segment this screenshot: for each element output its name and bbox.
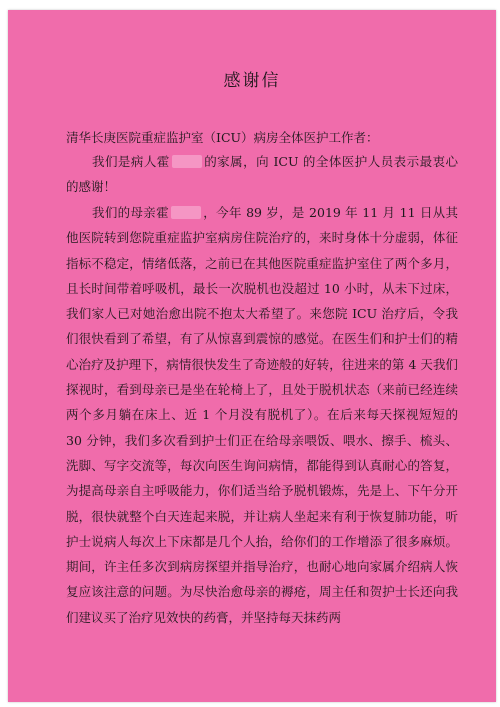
letter-paragraph-1 bbox=[66, 149, 458, 200]
redacted-name-mark bbox=[172, 155, 202, 168]
paragraph-1-text-b: 的家属，向 ICU 的全体医护人员表示最衷心的感谢！ bbox=[66, 154, 458, 195]
paragraph-2-text-a: 我们的母亲霍 bbox=[92, 205, 169, 220]
letter-salutation: 清华长庚医院重症监护室（ICU）病房全体医护工作者： bbox=[66, 130, 379, 145]
letter-page bbox=[8, 10, 496, 702]
paragraph-2-text-b: ，今年 89 岁，是 2019 年 11 月 11 日从其他医院转到您院重症监护室病房住院治疗的，来时身体十分虚弱，体征指标不稳定，情绪低落，之前已在其他医院重症监护室住了两个多月，且长时间带着呼吸机，最长一次脱机也没超过 10 小时，从未下过床，我们家人已对她治愈出院不抱太大希望了。来您院 ICU 治疗后，令我们很快看到了希望，有了从惊喜到震惊的感觉。在医生们和护士们的精心治疗及护理下，病情很快发生了奇迹般的好转，往进来的第 4 天我们探视时，看到母亲已是坐在轮椅上了，且处于脱机状态（来前已经连续两个多月躺在床上、近 1 个月没有脱机了）。在后来每天探视短短的 30 分钟，我们多次看到护士们正在给母亲喂饭、喂水、擦手、梳头、洗脚、写字交流等，每次向医生询问病情，都能得到认真耐心的答复，为提高母亲自主呼吸能力，你们适当给予脱机锻炼，先是上、下午分开脱，很快就整个白天连起来脱，并让病人坐起来有利于恢复肺功能，听护士说病人每次上下床都是几个人抬，给你们的工作增添了很多麻烦。期间，许主任多次到病房探望并指导治疗，也耐心地向家属介绍病人恢复应该注意的问题。为尽快治愈母亲的褥疮，周主任和贺护士长还向我们建议买了治疗见效快的药膏，并坚持每天抹药两 bbox=[66, 205, 458, 625]
letter-title: 感谢信 bbox=[223, 71, 281, 91]
paragraph-1-text-a: 我们是病人霍 bbox=[92, 154, 170, 169]
letter-paragraph-2 bbox=[66, 200, 458, 630]
redacted-name-mark bbox=[171, 206, 201, 219]
